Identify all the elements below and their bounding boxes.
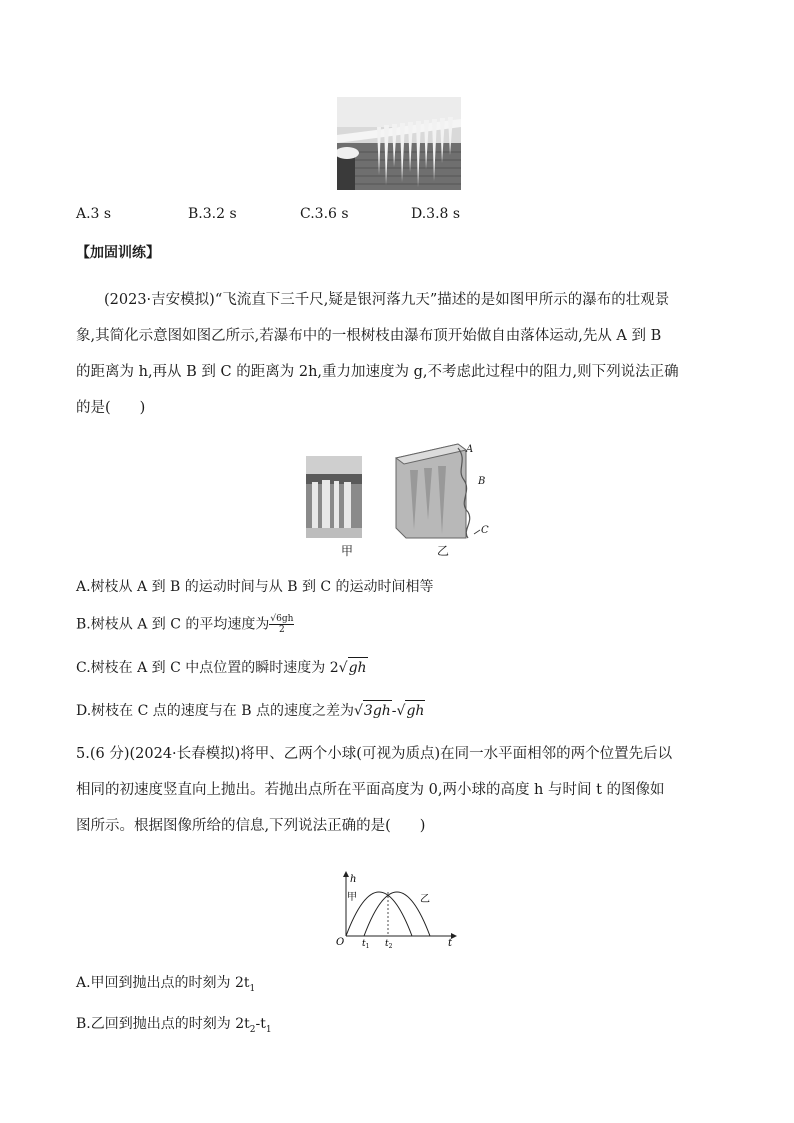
frac-numerator: √6gh bbox=[270, 614, 294, 624]
q5-option-b: B.乙回到抛出点的时刻为 $2t_2-t_1$ bbox=[76, 1016, 272, 1035]
series-yi-label: 乙 bbox=[420, 894, 430, 905]
frac-denominator: 2 bbox=[279, 625, 285, 635]
q5-line-3: 图所示。根据图像所给的信息,下列说法正确的是( ) bbox=[76, 818, 426, 834]
point-a-label: A bbox=[466, 444, 474, 455]
point-c-label: C bbox=[481, 525, 489, 536]
point-b-label: B bbox=[478, 476, 486, 487]
practice-option-a: A.树枝从 A 到 B 的运动时间与从 B 到 C 的运动时间相等 bbox=[76, 579, 434, 595]
practice-heading: 【加固训练】 bbox=[76, 245, 160, 261]
option-a: A.3 s bbox=[76, 206, 112, 222]
practice-option-b: B.树枝从 A 到 C 的平均速度为 $\frac{√6gh}{2}$ bbox=[76, 614, 294, 635]
practice-line-4: 的是( ) bbox=[76, 400, 146, 416]
q5-option-a: A.甲回到抛出点的时刻为 $2t_1$ bbox=[76, 975, 256, 994]
x-axis-label: t bbox=[448, 938, 453, 948]
series-jia-label: 甲 bbox=[347, 892, 357, 903]
waterfall-schematic bbox=[388, 440, 492, 540]
caption-jia: 甲 bbox=[341, 544, 354, 558]
option-b: B.3.2 s bbox=[188, 206, 237, 222]
option-d: D.3.8 s bbox=[411, 206, 461, 222]
practice-option-d: D.树枝在 C 点的速度与在 B 点的速度之差为√3gh-√gh bbox=[76, 700, 425, 721]
practice-option-c: C.树枝在 A 到 C 中点位置的瞬时速度为 2√gh bbox=[76, 657, 368, 678]
origin-label: O bbox=[336, 937, 345, 948]
practice-line-2: 象,其简化示意图如图乙所示,若瀑布中的一根树枝由瀑布顶开始做自由落体运动,先从 A 到 B bbox=[76, 328, 662, 344]
practice-line-1: (2023·吉安模拟)“飞流直下三千尺,疑是银河落九天”描述的是如图甲所示的瀑布的壮观景 bbox=[104, 292, 670, 308]
y-axis-label: h bbox=[350, 874, 357, 885]
t2-label: $t_2$ bbox=[385, 939, 393, 948]
option-c: C.3.6 s bbox=[300, 206, 349, 222]
t1-label: $t_1$ bbox=[362, 939, 370, 948]
q5-line-1: 5.(6 分)(2024·长春模拟)将甲、乙两个小球(可视为质点)在同一水平面相邻的两个位置先后以 bbox=[76, 746, 673, 762]
waterfall-photo bbox=[306, 456, 362, 538]
q5-line-2: 相同的初速度竖直向上抛出。若抛出点所在平面高度为 0,两小球的高度 h 与时间 t 的图像如 bbox=[76, 782, 665, 798]
practice-line-3: 的距离为 h,再从 B 到 C 的距离为 2h,重力加速度为 g,不考虑此过程中的阻力,则下列说法正确 bbox=[76, 364, 679, 380]
caption-yi: 乙 bbox=[437, 544, 450, 558]
h-t-graph bbox=[334, 868, 460, 948]
icicle-photo bbox=[337, 97, 461, 190]
